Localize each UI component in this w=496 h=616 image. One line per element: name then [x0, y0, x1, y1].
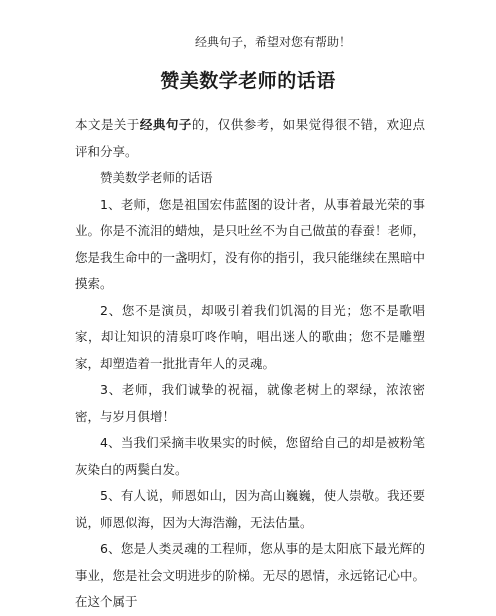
- paragraph-2: 2、您不是演员，却吸引着我们饥渴的目光；您不是歌唱家，却让知识的清泉叮咚作响，唱出迷人的歌曲；您不是雕塑家，却塑造着一批批青年人的灵魂。: [75, 302, 425, 371]
- paragraph-5: 5、有人说，师恩如山，因为高山巍巍，使人崇敬。我还要说，师恩似海，因为大海浩瀚，无法估量。: [75, 488, 425, 530]
- paragraph-1: 1、老师，您是祖国宏伟蓝图的设计者，从事着最光荣的事业。你是不流泪的蜡烛，是只吐丝不为自己做茧的春蚕！老师，您是我生命中的一盏明灯，没有你的指引，我只能继续在黑暗中摸索。: [75, 196, 426, 291]
- paragraph-3: 3、老师，我们诚挚的祝福，就像老树上的翠绿，浓浓密密，与岁月俱增！: [75, 382, 425, 424]
- intro-paragraph: [75, 112, 425, 165]
- intro-text-before: 本文是关于: [75, 117, 140, 132]
- intro-keyword: 经典句子: [139, 117, 192, 132]
- subheading: 赞美数学老师的话语: [100, 170, 213, 185]
- paragraph-6: 6、您是人类灵魂的工程师，您从事的是太阳底下最光辉的事业，您是社会文明进步的阶梯。无尽的恩情，永远铭记心中。在这个属于: [75, 541, 426, 609]
- article-body: [75, 112, 425, 616]
- intro-text-after: 的，仅供参考，如果觉得很不错，欢迎点评和分享。: [75, 117, 425, 159]
- page-header: 经典句子，希望对您有帮助！: [194, 35, 351, 49]
- article-title: 赞美数学老师的话语: [160, 70, 336, 92]
- paragraph-4: 4、当我们采摘丰收果实的时候，您留给自己的却是被粉笔灰染白的两鬓白发。: [75, 435, 425, 477]
